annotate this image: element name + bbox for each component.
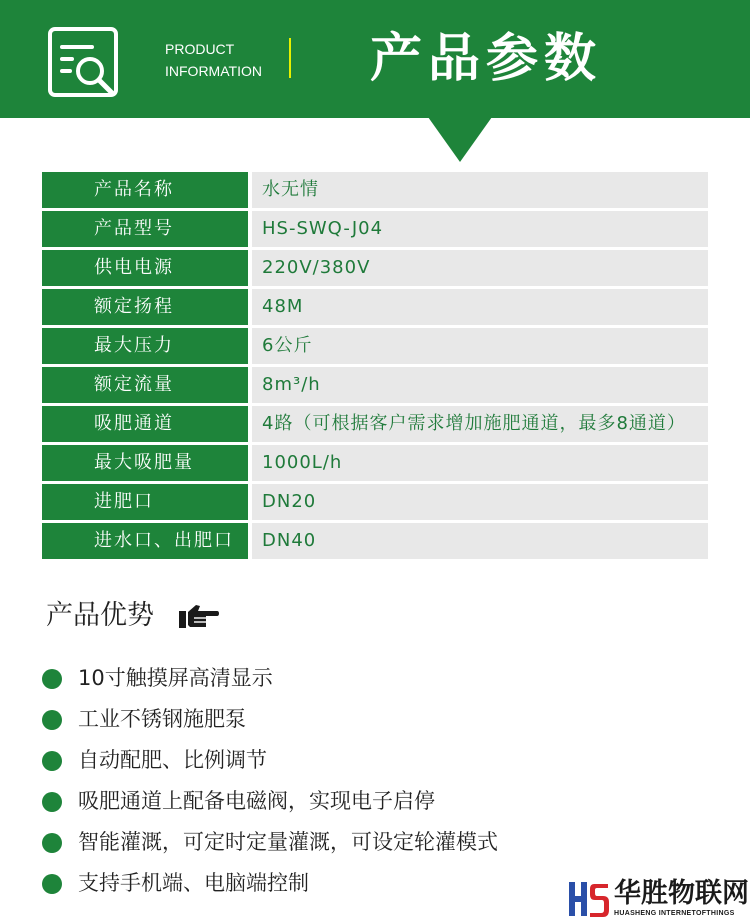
bullet-dot (42, 833, 62, 853)
list-item (42, 822, 642, 863)
list-item (42, 699, 642, 740)
spec-value: 水无情 (252, 172, 708, 208)
table-row (42, 367, 708, 403)
header-en-line1: PRODUCT (165, 41, 235, 57)
bullet-dot (42, 751, 62, 771)
list-item-text: 吸肥通道上配备电磁阀，实现电子启停 (78, 789, 435, 813)
table-row (42, 172, 708, 208)
spec-value: 220V/380V (252, 250, 708, 286)
list-item (42, 740, 642, 781)
spec-value: 1000L/h (252, 445, 708, 481)
bullet-dot (42, 874, 62, 894)
list-item (42, 781, 642, 822)
brand-logo-mark (568, 880, 610, 918)
spec-label: 产品名称 (42, 172, 248, 208)
table-row (42, 211, 708, 247)
header-arrow (428, 117, 492, 162)
spec-value: 8m³/h (252, 367, 708, 403)
spec-label: 进肥口 (42, 484, 248, 520)
spec-label: 供电电源 (42, 250, 248, 286)
table-row (42, 289, 708, 325)
list-item-text: 智能灌溉，可定时定量灌溉，可设定轮灌模式 (78, 830, 498, 854)
table-row (42, 328, 708, 364)
list-item-text: 工业不锈钢施肥泵 (78, 707, 246, 731)
spec-value: 4路（可根据客户需求增加施肥通道，最多8通道） (252, 406, 708, 442)
spec-value: HS-SWQ-J04 (252, 211, 708, 247)
spec-value: 6公斤 (252, 328, 708, 364)
document-search-icon (46, 25, 124, 101)
header-en-line2: INFORMATION (165, 63, 262, 79)
header-divider (289, 38, 291, 78)
advantages-list (42, 658, 642, 904)
brand-name-cn: 华胜物联网 (614, 878, 749, 909)
spec-label: 额定流量 (42, 367, 248, 403)
spec-label: 额定扬程 (42, 289, 248, 325)
spec-label: 产品型号 (42, 211, 248, 247)
list-item-text: 支持手机端、电脑端控制 (78, 871, 309, 895)
table-row (42, 406, 708, 442)
list-item-text: 10寸触摸屏高清显示 (78, 666, 273, 690)
spec-table (42, 172, 708, 562)
spec-label: 最大压力 (42, 328, 248, 364)
list-item (42, 658, 642, 699)
spec-label: 最大吸肥量 (42, 445, 248, 481)
table-row (42, 445, 708, 481)
bullet-dot (42, 792, 62, 812)
list-item-text: 自动配肥、比例调节 (78, 748, 267, 772)
bullet-dot (42, 710, 62, 730)
spec-label: 吸肥通道 (42, 406, 248, 442)
spec-value: DN20 (252, 484, 708, 520)
brand-logo (568, 878, 750, 920)
header-english-label (165, 38, 262, 82)
spec-label: 进水口、出肥口 (42, 523, 248, 559)
page-title: 产品参数 (370, 29, 603, 89)
pointing-hand-icon (178, 600, 220, 630)
table-row (42, 484, 708, 520)
brand-name-en: HUASHENG INTERNETOFTHINGS (614, 910, 735, 917)
spec-value: 48M (252, 289, 708, 325)
table-row (42, 523, 708, 559)
advantages-title: 产品优势 (46, 600, 154, 631)
list-item (42, 863, 642, 904)
bullet-dot (42, 669, 62, 689)
header-banner (0, 0, 750, 118)
table-row (42, 250, 708, 286)
spec-value: DN40 (252, 523, 708, 559)
